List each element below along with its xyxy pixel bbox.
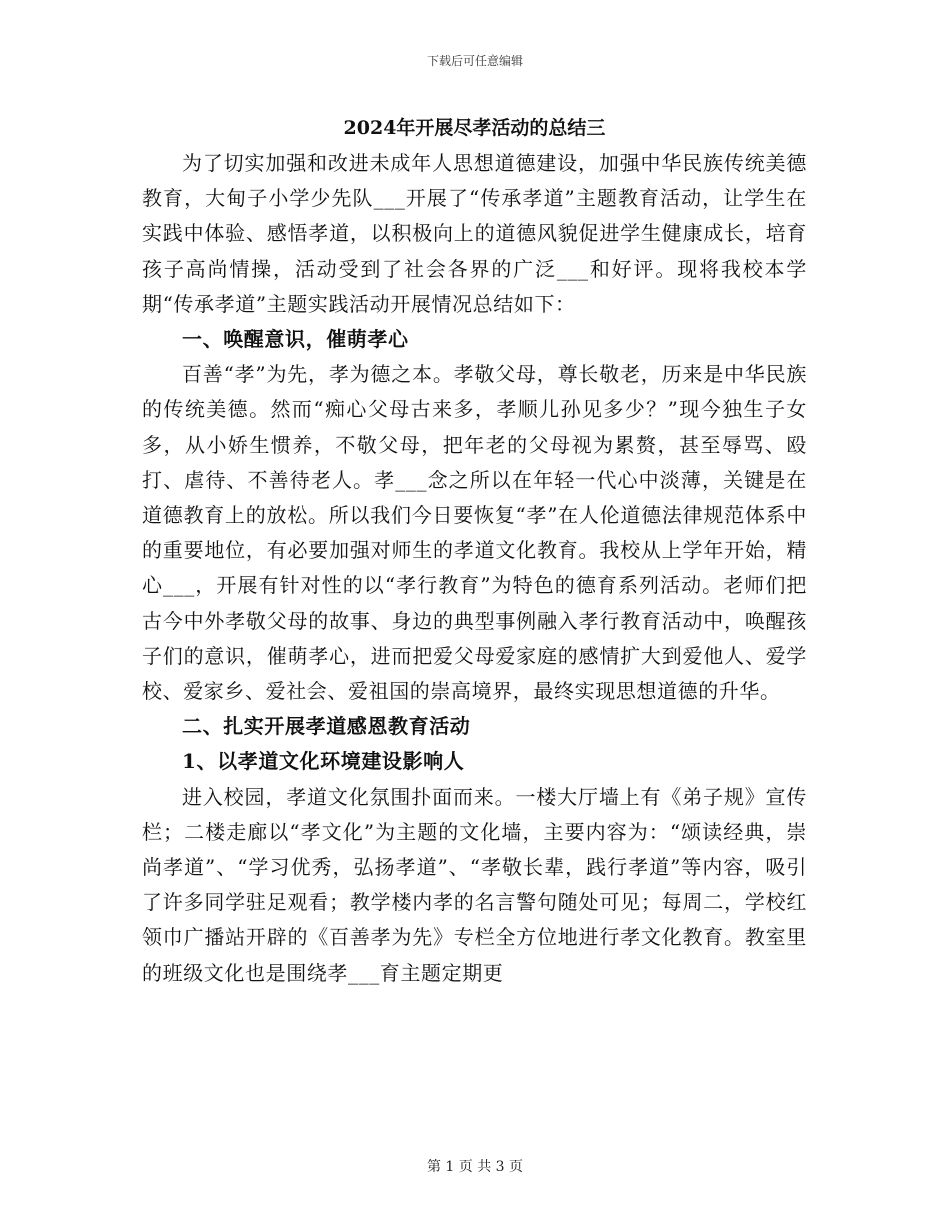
subsection-1-paragraph: 进入校园，孝道文化氛围扑面而来。一楼大厅墙上有《弟子规》宣传栏；二楼走廊以“孝文化”为主题的文化墙，主要内容为：“颂读经典，崇尚孝道”、“学习优秀，弘扬孝道”、“孝敬长辈，践行孝道”等内容，吸引了许多同学驻足观看；教学楼内孝的名言警句随处可见；每周二，学校红领巾广播站开辟的《百善孝为先》专栏全方位地进行孝文化教育。教室里的班级文化也是围绕孝___育主题定期更 <box>142 784 807 985</box>
document-body <box>142 110 807 991</box>
intro-paragraph: 为了切实加强和改进未成年人思想道德建设，加强中华民族传统美德教育，大甸子小学少先队___开展了“传承孝道”主题教育活动，让学生在实践中体验、感悟孝道，以积极向上的道德风貌促进学生健康成长，培育孩子高尚情操，活动受到了社会各界的广泛___和好评。现将我校本学期“传承孝道”主题实践活动开展情况总结如下： <box>142 151 807 316</box>
section-heading-1: 一、唤醒意识，催萌孝心 <box>182 327 409 352</box>
subsection-heading-1: 1、以孝道文化环境建设影响人 <box>182 749 465 774</box>
page-header: 下载后可任意编辑 <box>426 54 523 68</box>
document-title: 2024年开展尽孝活动的总结三 <box>343 117 606 139</box>
section-1-paragraph: 百善“孝”为先，孝为德之本。孝敬父母，尊长敬老，历来是中华民族的传统美德。然而“痴心父母古来多，孝顺儿孙见多少？”现今独生子女多，从小娇生惯养，不敬父母，把年老的父母视为累赘，甚至辱骂、殴打、虐待、不善待老人。孝___念之所以在年轻一代心中淡薄，关键是在道德教育上的放松。所以我们今日要恢复“孝”在人伦道德法律规范体系中的重要地位，有必要加强对师生的孝道文化教育。我校从上学年开始，精心___，开展有针对性的以“孝行教育”为特色的德育系列活动。老师们把古今中外孝敬父母的故事、身边的典型事例融入孝行教育活动中，唤醒孩子们的意识，催萌孝心，进而把爱父母爱家庭的感情扩大到爱他人、爱学校、爱家乡、爱社会、爱祖国的崇高境界，最终实现思想道德的升华。 <box>142 362 807 704</box>
section-heading-2: 二、扎实开展孝道感恩教育活动 <box>182 714 471 739</box>
page-footer: 第 1 页 共 3 页 <box>426 1159 524 1175</box>
